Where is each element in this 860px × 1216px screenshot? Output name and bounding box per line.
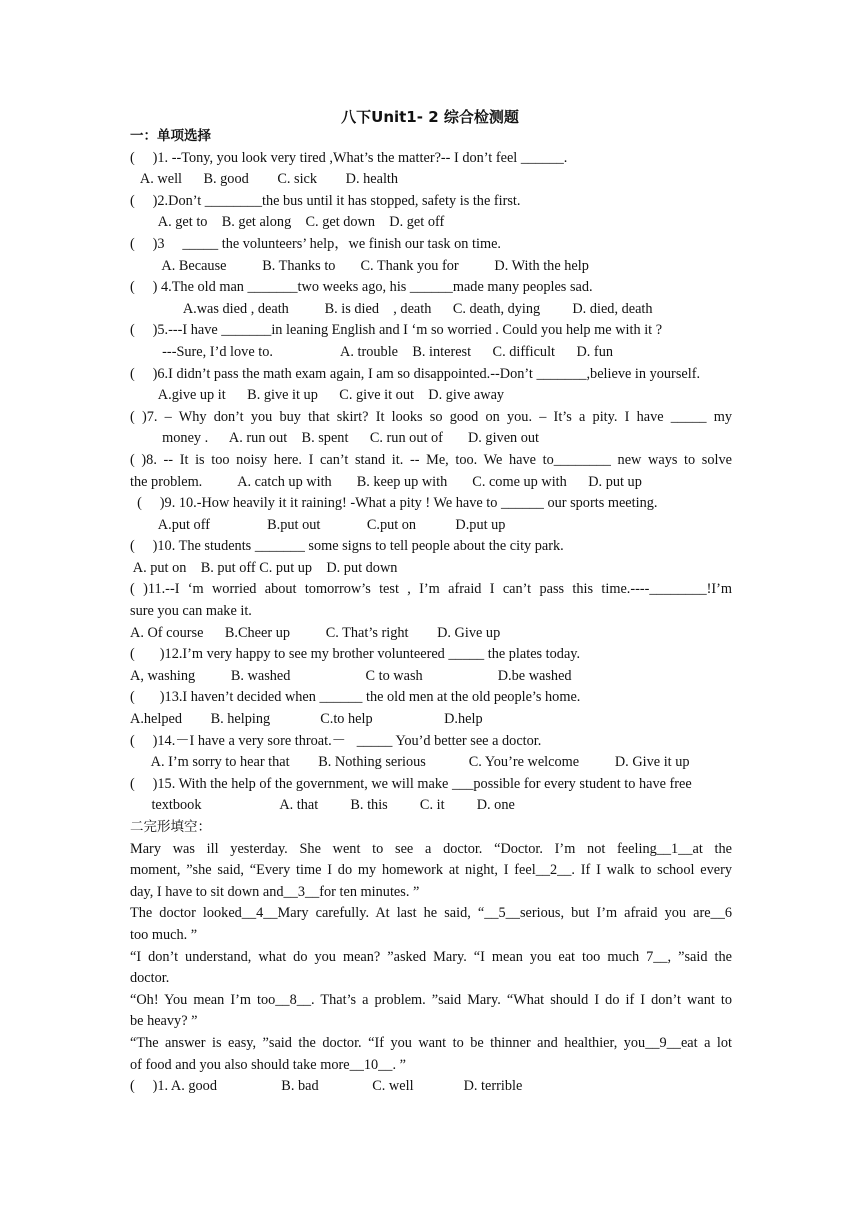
text-line: ( )1. A. good B. bad C. well D. terrible [130, 1078, 523, 1095]
text-line: 二完形填空： [130, 819, 211, 835]
text-line: ( )14.－I have a very sore throat.－ _____ You’d better see a doctor. [130, 732, 542, 749]
text-line: A.give up it B. give it up C. give it out D. give away [130, 387, 505, 404]
text-line: ( )15. With the help of the government, we will make ___possible for every student to have free [130, 775, 692, 792]
text-line: “Oh! You mean I’m too__8__. That’s a problem. ”said Mary. “What should I do if I don’t want to [130, 991, 732, 1008]
text-line: ( )12.I’m very happy to see my brother volunteered _____ the plates today. [130, 646, 581, 663]
text-line: moment, ”she said, “Every time I do my homework at night, I feel__2__. If I walk to school every [130, 862, 732, 879]
text-line: A. Because B. Thanks to C. Thank you for D. With the help [130, 257, 589, 274]
text-line: ---Sure, I’d love to. A. trouble B. interest C. difficult D. fun [130, 343, 613, 360]
text-line: too much. ” [130, 926, 198, 943]
text-line: ( )13.I haven’t decided when ______ the old men at the old people’s home. [130, 689, 581, 706]
text-line: ( ) 4.The old man _______two weeks ago, his ______made many peoples sad. [130, 279, 593, 296]
text-line: A. Of course B.Cheer up C. That’s right D. Give up [130, 624, 501, 641]
text-line: Mary was ill yesterday. She went to see a doctor. “Doctor. I’m not feeling__1__at the [130, 840, 732, 857]
text-line: ( )2.Don’t ________the bus until it has stopped, safety is the first. [130, 192, 521, 209]
text-line: be heavy? ” [130, 1013, 198, 1030]
text-line: A.was died , death B. is died , death C. death, dying D. died, death [130, 300, 653, 317]
text-line: the problem. A. catch up with B. keep up with C. come up with D. put up [130, 473, 642, 490]
text-line: A. well B. good C. sick D. health [130, 171, 399, 188]
text-line: ( )8. -- It is too noisy here. I can’t stand it. -- Me, too. We have to________ new ways to solve [130, 451, 732, 468]
text-line: textbook A. that B. this C. it D. one [130, 797, 515, 814]
text-line: of food and you also should take more__10__. ” [130, 1056, 406, 1073]
text-line: day, I have to sit down and__3__for ten minutes. ” [130, 883, 420, 900]
text-line: “I don’t understand, what do you mean? ”asked Mary. “I mean you eat too much 7__, ”said the [130, 948, 732, 965]
page-title: 八下Unit1- 2 综合检测题 [341, 108, 519, 126]
text-line: A. I’m sorry to hear that B. Nothing serious C. You’re welcome D. Give it up [130, 754, 690, 771]
text-line: 一：单项选择 [130, 128, 211, 144]
text-line: ( )9. 10.-How heavily it it raining! -What a pity ! We have to ______ our sports meeting. [130, 495, 658, 512]
text-line: sure you can make it. [130, 603, 252, 620]
text-line: A, washing B. washed C to wash D.be washed [130, 667, 572, 684]
text-line: ( )7. – Why don’t you buy that skirt? It looks so good on you. – It’s a pity. I have _____ my [130, 408, 732, 425]
text-line: A.put off B.put out C.put on D.put up [130, 516, 506, 533]
text-line: A. get to B. get along C. get down D. get off [130, 214, 445, 231]
text-line: ( )3 _____ the volunteers’ help，we finish our task on time. [130, 235, 501, 252]
text-line: money . A. run out B. spent C. run out of D. given out [130, 430, 540, 447]
text-line: A.helped B. helping C.to help D.help [130, 711, 483, 728]
text-line: A. put on B. put off C. put up D. put down [130, 559, 398, 576]
text-line: ( )5.---I have _______in leaning English and I ‘m so worried . Could you help me with it ? [130, 322, 663, 339]
text-line: ( )6.I didn’t pass the math exam again, I am so disappointed.--Don’t _______,believe in yourself. [130, 365, 701, 382]
text-line: “The answer is easy, ”said the doctor. “If you want to be thinner and healthier, you__9__eat a lot [130, 1034, 732, 1051]
text-line: doctor. [130, 970, 170, 987]
text-line: ( )11.--I ‘m worried about tomorrow’s test , I’m afraid I can’t pass this time.----________!I’m [130, 581, 732, 598]
text-line: ( )10. The students _______ some signs to tell people about the city park. [130, 538, 564, 555]
text-line: The doctor looked__4__Mary carefully. At last he said, “__5__serious, but I’m afraid you are__6 [130, 905, 732, 922]
text-line: ( )1. --Tony, you look very tired ,What’s the matter?-- I don’t feel ______. [130, 149, 568, 166]
worksheet-body [130, 126, 732, 1098]
